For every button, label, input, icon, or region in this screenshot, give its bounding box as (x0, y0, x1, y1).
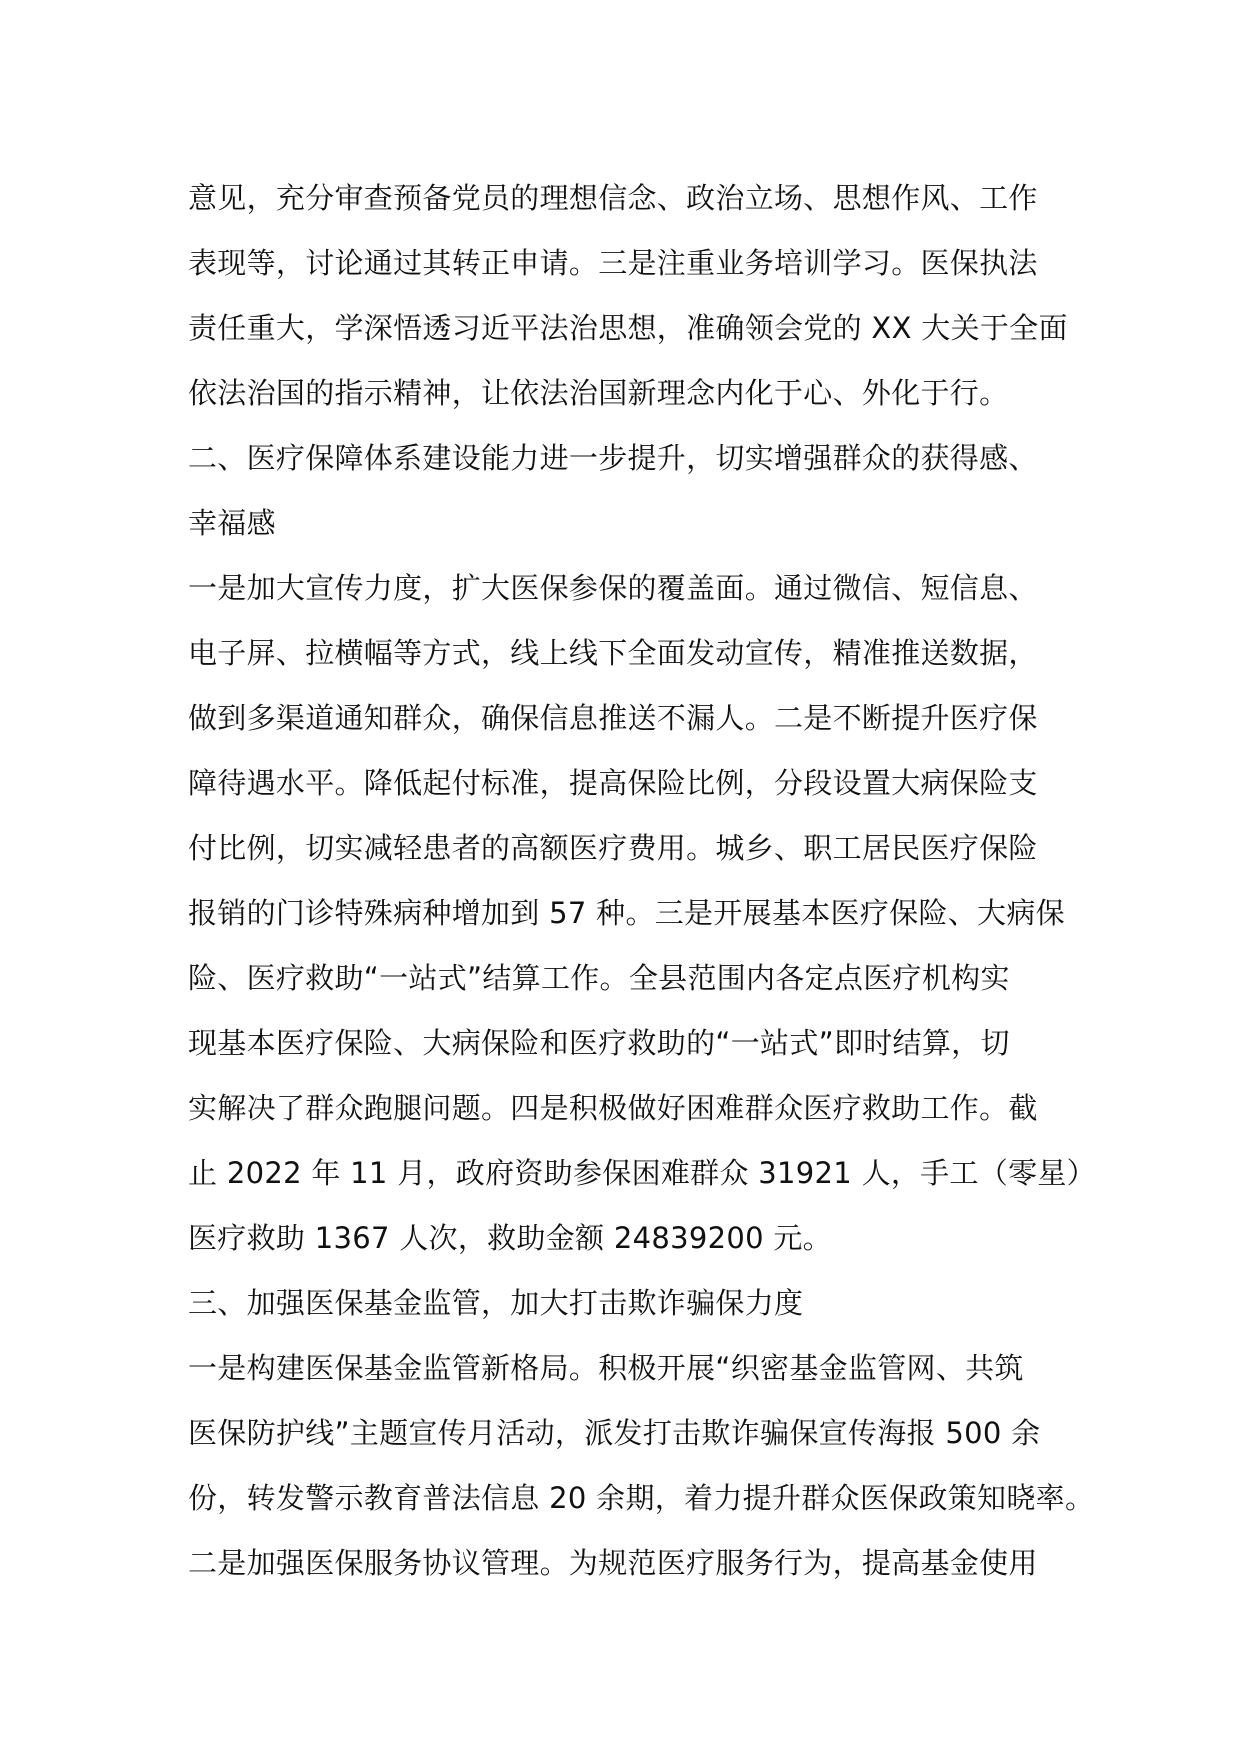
text-line: 止 2022 年 11 月，政府资助参保困难群众 31921 人，手工（零星） (188, 1156, 1096, 1190)
text-line: 实解决了群众跑腿问题。四是积极做好困难群众医疗救助工作。截 (188, 1091, 1038, 1125)
section-heading-2-cont: 幸福感 (188, 506, 276, 540)
text-line: 险、医疗救助“一站式”结算工作。全县范围内各定点医疗机构实 (188, 961, 1010, 995)
text-line: 表现等，讨论通过其转正申请。三是注重业务培训学习。医保执法 (188, 246, 1038, 280)
section-heading-2: 二、医疗保障体系建设能力进一步提升，切实增强群众的获得感、 (188, 441, 1038, 475)
text-line: 医保防护线”主题宣传月活动，派发打击欺诈骗保宣传海报 500 余 (188, 1416, 1041, 1450)
text-line: 现基本医疗保险、大病保险和医疗救助的“一站式”即时结算，切 (188, 1026, 1010, 1060)
text-line: 障待遇水平。降低起付标准，提高保险比例，分段设置大病保险支 (188, 766, 1038, 800)
text-line: 做到多渠道通知群众，确保信息推送不漏人。二是不断提升医疗保 (188, 701, 1038, 735)
text-line: 一是构建医保基金监管新格局。积极开展“织密基金监管网、共筑 (188, 1351, 1024, 1385)
document-body (188, 166, 1096, 1596)
text-line: 依法治国的指示精神，让依法治国新理念内化于心、外化于行。 (188, 376, 1009, 410)
text-line: 责任重大，学深悟透习近平法治思想，准确领会党的 XX 大关于全面 (188, 311, 1068, 345)
text-line: 二是加强医保服务协议管理。为规范医疗服务行为，提高基金使用 (188, 1546, 1038, 1580)
text-line: 付比例，切实减轻患者的高额医疗费用。城乡、职工居民医疗保险 (188, 831, 1038, 865)
text-line: 报销的门诊特殊病种增加到 57 种。三是开展基本医疗保险、大病保 (188, 896, 1065, 930)
section-heading-3: 三、加强医保基金监管，加大打击欺诈骗保力度 (188, 1286, 804, 1320)
text-line: 医疗救助 1367 人次，救助金额 24839200 元。 (188, 1221, 832, 1255)
text-line: 电子屏、拉横幅等方式，线上线下全面发动宣传，精准推送数据， (188, 636, 1038, 670)
text-line: 一是加大宣传力度，扩大医保参保的覆盖面。通过微信、短信息、 (188, 571, 1038, 605)
text-line: 份，转发警示教育普法信息 20 余期，着力提升群众医保政策知晓率。 (188, 1481, 1095, 1515)
text-line: 意见，充分审查预备党员的理想信念、政治立场、思想作风、工作 (188, 181, 1038, 215)
